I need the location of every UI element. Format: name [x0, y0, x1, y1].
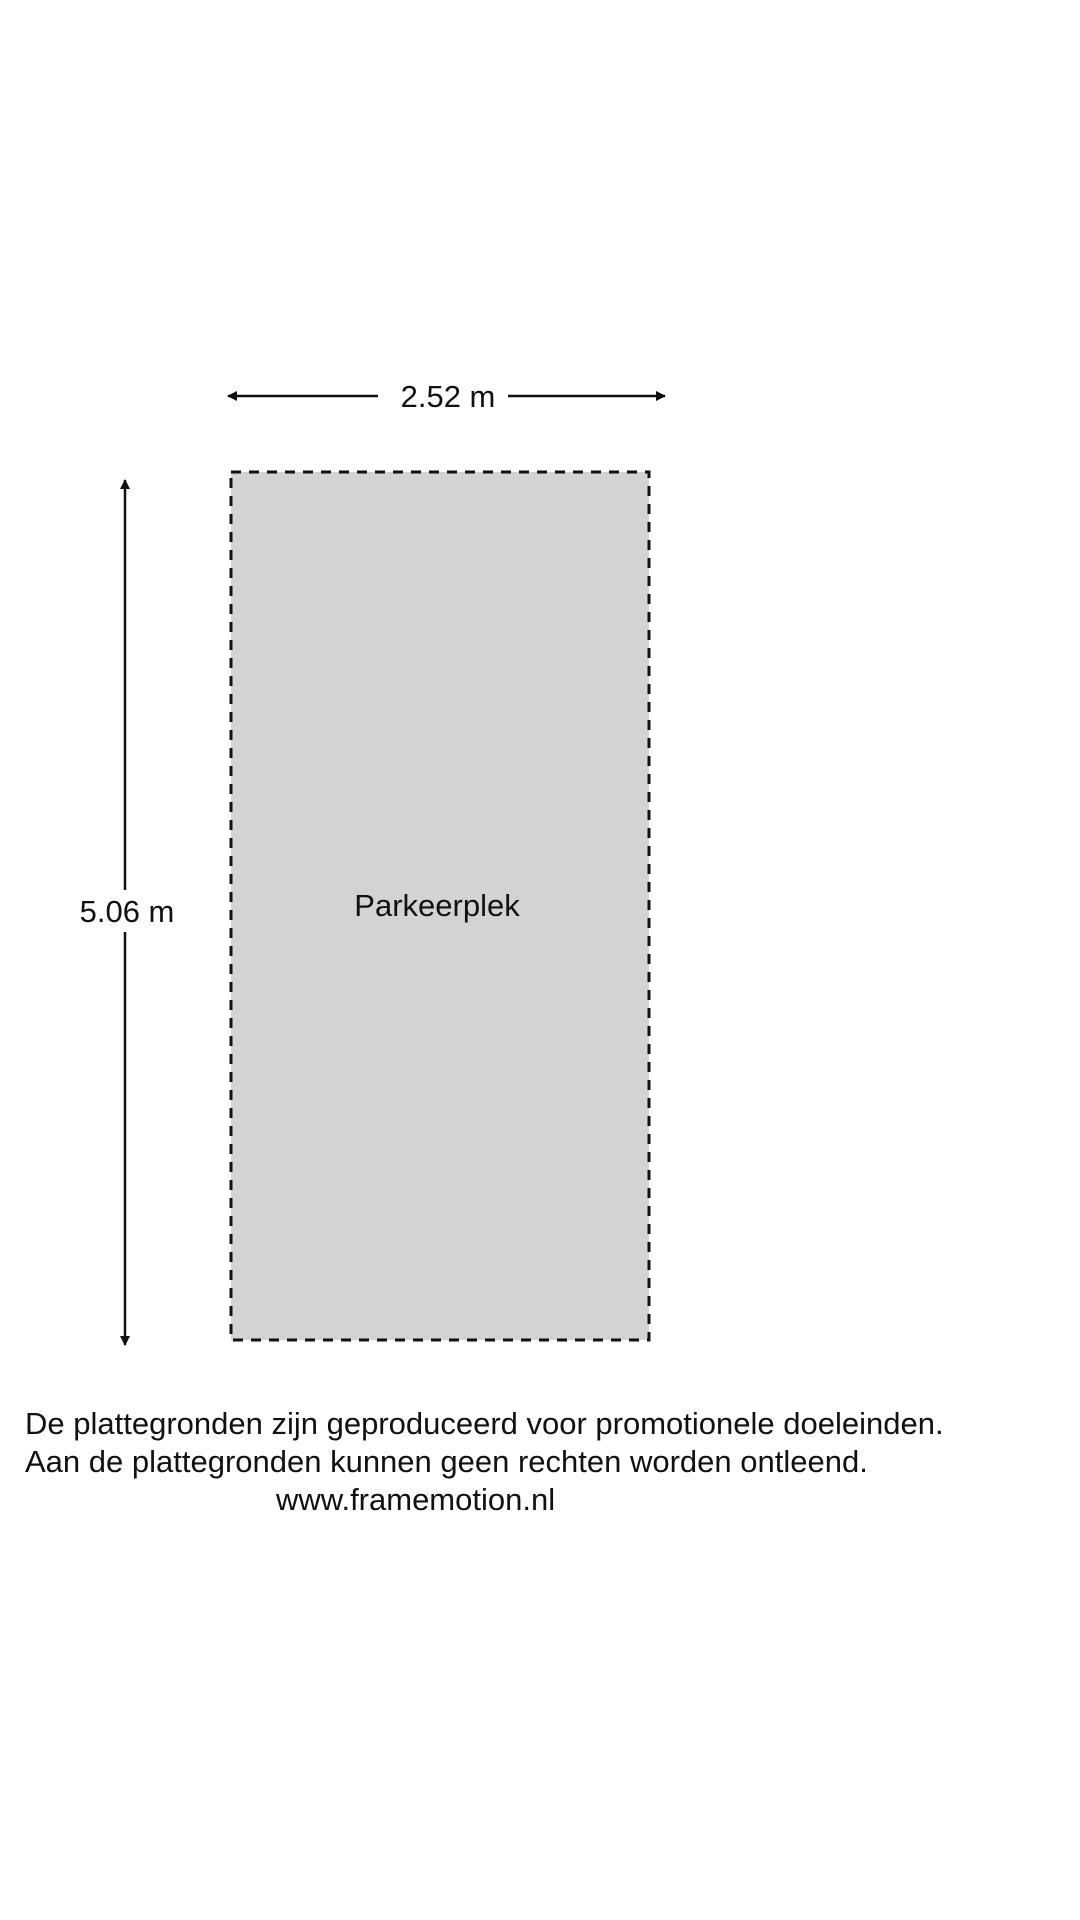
length-dimension — [70, 480, 182, 1345]
disclaimer-line-1: De plattegronden zijn geproduceerd voor promotionele doeleinden. — [25, 1406, 944, 1441]
width-label: 2.52 m — [400, 379, 496, 414]
website-text: www.framemotion.nl — [276, 1482, 556, 1517]
room-label: Parkeerplek — [354, 888, 520, 923]
room-parkeerplek — [231, 472, 649, 1340]
length-label: 5.06 m — [79, 894, 175, 929]
disclaimer-line-2: Aan de plattegronden kunnen geen rechten worden ontleend. — [25, 1444, 868, 1479]
width-dimension — [228, 379, 665, 414]
